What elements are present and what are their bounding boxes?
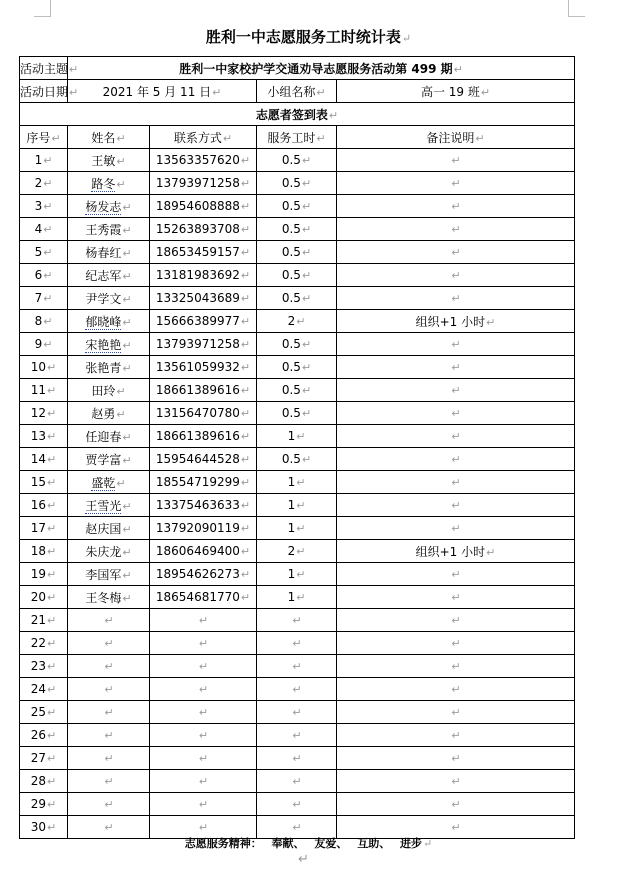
table-row: [20, 402, 575, 425]
cell-phone: ↵: [150, 747, 257, 770]
crop-mark-top-right: [568, 0, 585, 17]
cell-hours: 0.5↵: [257, 264, 337, 287]
cell-note: ↵: [337, 356, 575, 379]
cell-name: 王敏↵: [68, 149, 150, 172]
cell-phone: ↵: [150, 724, 257, 747]
volunteer-hours-table: [19, 56, 575, 839]
cell-hours: ↵: [257, 609, 337, 632]
cell-name: 任迎春↵: [68, 425, 150, 448]
activity-date-value: 2021 年 5 月 11 日↵: [68, 80, 257, 103]
document-title: 胜利一中志愿服务工时统计表↵: [205, 28, 412, 46]
cell-phone: 13181983692↵: [150, 264, 257, 287]
column-header-row: [20, 126, 575, 149]
cell-name: ↵: [68, 724, 150, 747]
table-row: [20, 494, 575, 517]
cell-phone: 13561059932↵: [150, 356, 257, 379]
table-row: [20, 793, 575, 816]
cell-hours: 2↵: [257, 540, 337, 563]
cell-note: ↵: [337, 563, 575, 586]
table-row: [20, 264, 575, 287]
cell-note: ↵: [337, 195, 575, 218]
cell-name: 盛乾↵: [68, 471, 150, 494]
table-row: [20, 724, 575, 747]
crop-mark-top-left: [34, 0, 51, 17]
cell-note: ↵: [337, 770, 575, 793]
cell-no: 10↵: [20, 356, 68, 379]
cell-hours: 0.5↵: [257, 195, 337, 218]
paragraph-mark: ↵: [298, 852, 309, 867]
table-row: [20, 678, 575, 701]
cell-phone: 13793971258↵: [150, 333, 257, 356]
cell-name: ↵: [68, 816, 150, 839]
cell-hours: ↵: [257, 655, 337, 678]
cell-hours: 1↵: [257, 494, 337, 517]
cell-phone: 18653459157↵: [150, 241, 257, 264]
cell-note: ↵: [337, 609, 575, 632]
cell-phone: ↵: [150, 770, 257, 793]
cell-note: ↵: [337, 172, 575, 195]
cell-phone: 18654681770↵: [150, 586, 257, 609]
cell-no: 21↵: [20, 609, 68, 632]
table-row: [20, 241, 575, 264]
footer-volunteer-spirit: 志愿服务精神： 奉献、 友爱、 互助、 进步↵: [184, 837, 433, 850]
cell-no: 23↵: [20, 655, 68, 678]
activity-topic-row: [20, 57, 575, 80]
cell-phone: 18661389616↵: [150, 379, 257, 402]
cell-note: ↵: [337, 632, 575, 655]
cell-hours: 0.5↵: [257, 172, 337, 195]
cell-name: 王雪光↵: [68, 494, 150, 517]
cell-hours: 0.5↵: [257, 333, 337, 356]
cell-note: ↵: [337, 402, 575, 425]
cell-no: 11↵: [20, 379, 68, 402]
cell-name: 田玲↵: [68, 379, 150, 402]
cell-name: ↵: [68, 701, 150, 724]
cell-phone: 15954644528↵: [150, 448, 257, 471]
cell-note: ↵: [337, 379, 575, 402]
cell-note: ↵: [337, 793, 575, 816]
table-row: [20, 563, 575, 586]
cell-no: 8↵: [20, 310, 68, 333]
cell-phone: 13325043689↵: [150, 287, 257, 310]
cell-name: ↵: [68, 747, 150, 770]
table-row: [20, 747, 575, 770]
cell-hours: ↵: [257, 816, 337, 839]
cell-note: ↵: [337, 494, 575, 517]
cell-hours: 2↵: [257, 310, 337, 333]
cell-hours: 0.5↵: [257, 241, 337, 264]
cell-phone: ↵: [150, 632, 257, 655]
cell-note: ↵: [337, 471, 575, 494]
cell-hours: ↵: [257, 701, 337, 724]
cell-note: 组织+1 小时↵: [337, 540, 575, 563]
cell-name: 杨春红↵: [68, 241, 150, 264]
cell-no: 20↵: [20, 586, 68, 609]
cell-phone: 13792090119↵: [150, 517, 257, 540]
cell-hours: ↵: [257, 770, 337, 793]
cell-note: ↵: [337, 149, 575, 172]
cell-note: ↵: [337, 678, 575, 701]
cell-no: 2↵: [20, 172, 68, 195]
cell-name: 宋艳艳↵: [68, 333, 150, 356]
cell-note: ↵: [337, 333, 575, 356]
table-row: [20, 632, 575, 655]
table-row: [20, 379, 575, 402]
cell-hours: ↵: [257, 678, 337, 701]
table-row: [20, 149, 575, 172]
cell-name: ↵: [68, 793, 150, 816]
column-header-hours: 服务工时↵: [257, 126, 337, 149]
cell-phone: 15263893708↵: [150, 218, 257, 241]
cell-hours: ↵: [257, 793, 337, 816]
cell-phone: 18661389616↵: [150, 425, 257, 448]
cell-hours: 1↵: [257, 517, 337, 540]
cell-phone: 18954626273↵: [150, 563, 257, 586]
table-row: [20, 540, 575, 563]
cell-hours: 0.5↵: [257, 448, 337, 471]
cell-name: 郁晓峰↵: [68, 310, 150, 333]
cell-hours: 0.5↵: [257, 287, 337, 310]
group-name-value: 高一 19 班↵: [337, 80, 575, 103]
table-row: [20, 609, 575, 632]
cell-no: 26↵: [20, 724, 68, 747]
cell-no: 6↵: [20, 264, 68, 287]
cell-phone: 13793971258↵: [150, 172, 257, 195]
cell-no: 18↵: [20, 540, 68, 563]
group-name-label: 小组名称↵: [257, 80, 337, 103]
table-row: [20, 172, 575, 195]
cell-note: ↵: [337, 747, 575, 770]
cell-hours: 0.5↵: [257, 218, 337, 241]
activity-date-label: 活动日期↵: [20, 80, 68, 103]
cell-no: 1↵: [20, 149, 68, 172]
cell-phone: 18606469400↵: [150, 540, 257, 563]
activity-date-row: [20, 80, 575, 103]
cell-note: ↵: [337, 517, 575, 540]
cell-name: 赵勇↵: [68, 402, 150, 425]
cell-name: 张艳青↵: [68, 356, 150, 379]
cell-name: 尹学文↵: [68, 287, 150, 310]
cell-hours: 1↵: [257, 425, 337, 448]
cell-note: ↵: [337, 264, 575, 287]
table-row: [20, 218, 575, 241]
cell-hours: 0.5↵: [257, 149, 337, 172]
cell-hours: 1↵: [257, 586, 337, 609]
cell-no: 22↵: [20, 632, 68, 655]
cell-no: 13↵: [20, 425, 68, 448]
cell-phone: 13563357620↵: [150, 149, 257, 172]
cell-hours: 0.5↵: [257, 356, 337, 379]
cell-no: 24↵: [20, 678, 68, 701]
signin-header: 志愿者签到表↵: [20, 103, 575, 126]
cell-name: 路冬↵: [68, 172, 150, 195]
cell-no: 27↵: [20, 747, 68, 770]
cell-note: ↵: [337, 655, 575, 678]
cell-phone: ↵: [150, 701, 257, 724]
table-row: [20, 471, 575, 494]
cell-name: ↵: [68, 632, 150, 655]
table-row: [20, 333, 575, 356]
cell-phone: 15666389977↵: [150, 310, 257, 333]
cell-note: ↵: [337, 425, 575, 448]
cell-no: 7↵: [20, 287, 68, 310]
cell-note: ↵: [337, 586, 575, 609]
cell-no: 15↵: [20, 471, 68, 494]
cell-no: 12↵: [20, 402, 68, 425]
column-header-no: 序号↵: [20, 126, 68, 149]
table-row: [20, 517, 575, 540]
table-row: [20, 310, 575, 333]
cell-phone: 13156470780↵: [150, 402, 257, 425]
cell-hours: 0.5↵: [257, 379, 337, 402]
cell-name: ↵: [68, 770, 150, 793]
cell-note: ↵: [337, 241, 575, 264]
cell-name: 王秀霞↵: [68, 218, 150, 241]
cell-name: ↵: [68, 655, 150, 678]
cell-note: ↵: [337, 448, 575, 471]
cell-hours: 1↵: [257, 563, 337, 586]
table-row: [20, 287, 575, 310]
cell-hours: ↵: [257, 724, 337, 747]
table-row: [20, 586, 575, 609]
cell-no: 28↵: [20, 770, 68, 793]
cell-note: ↵: [337, 218, 575, 241]
activity-topic-value: 胜利一中家校护学交通劝导志愿服务活动第 499 期↵: [68, 57, 575, 80]
cell-no: 3↵: [20, 195, 68, 218]
column-header-note: 备注说明↵: [337, 126, 575, 149]
cell-phone: 18554719299↵: [150, 471, 257, 494]
cell-name: 赵庆国↵: [68, 517, 150, 540]
table-row: [20, 425, 575, 448]
cell-note: ↵: [337, 287, 575, 310]
cell-phone: 13375463633↵: [150, 494, 257, 517]
cell-no: 29↵: [20, 793, 68, 816]
column-header-phone: 联系方式↵: [150, 126, 257, 149]
cell-no: 4↵: [20, 218, 68, 241]
cell-phone: ↵: [150, 678, 257, 701]
table-row: [20, 195, 575, 218]
signin-header-row: [20, 103, 575, 126]
cell-note: 组织+1 小时↵: [337, 310, 575, 333]
table-row: [20, 356, 575, 379]
cell-note: ↵: [337, 701, 575, 724]
cell-name: ↵: [68, 678, 150, 701]
cell-phone: ↵: [150, 793, 257, 816]
cell-no: 17↵: [20, 517, 68, 540]
table-row: [20, 701, 575, 724]
cell-no: 14↵: [20, 448, 68, 471]
cell-hours: ↵: [257, 747, 337, 770]
cell-phone: 18954608888↵: [150, 195, 257, 218]
cell-phone: ↵: [150, 655, 257, 678]
table-row: [20, 448, 575, 471]
cell-hours: ↵: [257, 632, 337, 655]
cell-no: 25↵: [20, 701, 68, 724]
cell-no: 9↵: [20, 333, 68, 356]
cell-no: 16↵: [20, 494, 68, 517]
cell-name: 李国军↵: [68, 563, 150, 586]
cell-no: 19↵: [20, 563, 68, 586]
cell-name: 纪志军↵: [68, 264, 150, 287]
table-row: [20, 770, 575, 793]
cell-name: 王冬梅↵: [68, 586, 150, 609]
cell-name: 杨发志↵: [68, 195, 150, 218]
cell-no: 30↵: [20, 816, 68, 839]
cell-name: 朱庆龙↵: [68, 540, 150, 563]
cell-phone: ↵: [150, 609, 257, 632]
cell-hours: 1↵: [257, 471, 337, 494]
table-row: [20, 655, 575, 678]
cell-note: ↵: [337, 724, 575, 747]
cell-note: ↵: [337, 816, 575, 839]
cell-name: ↵: [68, 609, 150, 632]
cell-no: 5↵: [20, 241, 68, 264]
cell-name: 贾学富↵: [68, 448, 150, 471]
column-header-name: 姓名↵: [68, 126, 150, 149]
cell-hours: 0.5↵: [257, 402, 337, 425]
cell-phone: ↵: [150, 816, 257, 839]
activity-topic-label: 活动主题↵: [20, 57, 68, 80]
